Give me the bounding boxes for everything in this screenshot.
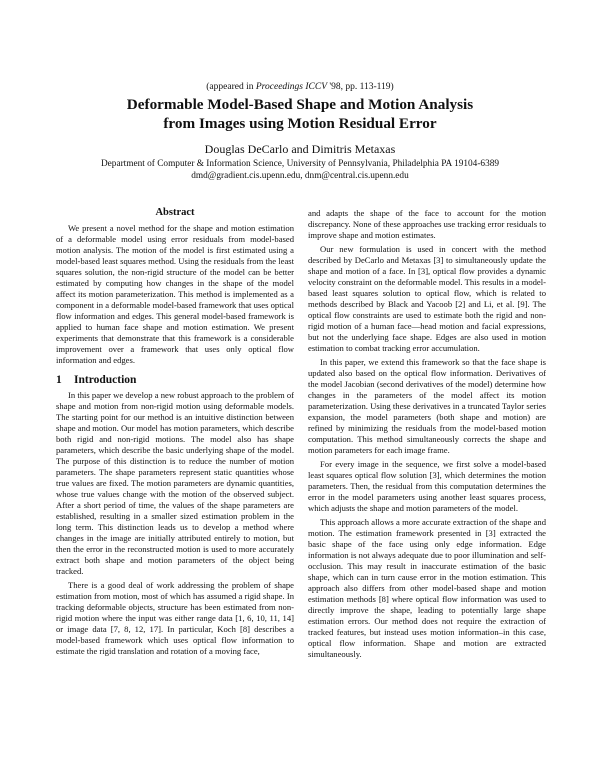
note-venue: Proceedings ICCV — [255, 82, 328, 92]
abstract-heading: Abstract — [155, 207, 195, 218]
section-title: Introduction — [74, 374, 137, 386]
section-heading-introduction — [56, 373, 294, 387]
affiliation: Department of Computer & Information Science, University of Pennsylvania, Philadelphia PA 19104-6389 — [100, 159, 500, 169]
note-prefix: (appeared in — [206, 82, 256, 92]
note-suffix: '98, pp. 113-119) — [327, 82, 394, 92]
left-column — [56, 207, 294, 660]
right-paragraph-4: For every image in the sequence, we first solve a model-based least squares optical flow solution [3], which determines the motion parameters. Then, the residual from this computation determines the error in the model parameters using another least squares process, which adjusts the shape and motion parameters of the model. — [308, 459, 546, 513]
abstract-text: We present a novel method for the shape and motion estimation of a deformable model using error residuals from model-based motion analysis. The motion of the model is first estimated using a model-based least squares method. Using the residuals from the least squares solution, the non-rigid structure of the model can be better estimated by computing how changes in the shape of the model affect its motion parameterization. This method is implemented as a component in a deformable model-based framework that uses optical flow information and edges. This general model-based framework is applied to human face shape and motion estimation. We present experiments that demonstrate that this framework is a considerable improvement over a framework that uses only optical flow information and edges. — [56, 223, 294, 365]
intro-paragraph-2: There is a good deal of work addressing the problem of shape estimation from motion, most of which has assumed a rigid shape. In tracking deformable objects, structure has been estimated from non-rigid motion where the input was either range data [1, 6, 10, 11, 14] or image data [7, 8, 12, 17]. In particular, Koch [8] describes a model-based framework which uses optical flow information to estimate the rigid translation and rotation of a moving face, — [56, 580, 294, 656]
intro-paragraph-1: In this paper we develop a new robust approach to the problem of shape and motion from non-rigid motion using deformable models. The starting point for our method is an intuitive distinction between shape and motion. Our model has motion parameters, which describe both rigid and non-rigid motions. The model also has shape parameters, which describe the basic underlying shape of the model. The purpose of this distinction is to reduce the number of motion parameters. The shape parameters represent static quantities whose true values are fixed. The motion parameters are dynamic quantities, whose true values change with the motion of the observed subject. After a short period of time, the values of the shape parameters are established, resulting in a smaller sized estimation problem in the long term. This distinction leads us to develop a method where changes in the image are initially attributed entirely to motion, but then the error in the reconstructed motion is used to more accurately extract both shape and motion parameters of the object being tracked. — [56, 390, 294, 576]
right-paragraph-2: Our new formulation is used in concert with the method described by DeCarlo and Metaxas [3] to simultaneously update the shape and motion of a face. In [3], optical flow provides a dynamic velocity constraint on the deformable model. This results in a model-based least squares solution to optical flow, which is related to methods described by Black and Yacoob [2] and Li, et al. [9]. The optical flow constraints are used to estimate both the rigid and non-rigid motion of a human face—head motion and facial expressions, but not the underlying face shape. Edges are also used in motion estimation to combat tracking error accumulation. — [308, 244, 546, 353]
right-column — [308, 208, 546, 663]
authors: Douglas DeCarlo and Dimitris Metaxas — [204, 142, 396, 156]
right-paragraph-5: This approach allows a more accurate extraction of the shape and motion. The estimation framework presented in [3] extracted the basic shape of the face using only edge information. Edge information is not always adequate due to poor illumination and self-occlusion. This may result in inaccurate estimation of the basic shape, which can in turn cause error in the motion estimation. This approach also differs from other model-based shape and motion estimation methods [8] where optical flow information was used to directly improve the shape, leading to potentially large shape estimation errors. Our method does not require the extraction of tracked features, but instead uses motion information–in this case, optical flow information. Shape and motion are extracted simultaneously. — [308, 517, 546, 659]
section-number: 1 — [56, 374, 62, 386]
right-paragraph-3: In this paper, we extend this framework so that the face shape is updated also based on the optical flow information. Derivatives of the model Jacobian (second derivatives of the model) determine how changes in the parameters of the model affect its motion parameterization. Using these derivatives in a truncated Taylor series expansion, the model parameters (both shape and motion) are refined by minimizing the residuals from the model-based motion computation. This method simultaneously corrects the shape and motion parameters for each image frame. — [308, 357, 546, 455]
email-addresses: dmd@gradient.cis.upenn.edu, dnm@central.cis.upenn.edu — [191, 171, 409, 181]
title-line-1: Deformable Model-Based Shape and Motion Analysis — [126, 96, 474, 113]
paper-title — [0, 95, 600, 133]
title-line-2: from Images using Motion Residual Error — [163, 115, 437, 132]
publication-note — [0, 82, 600, 92]
right-paragraph-1: and adapts the shape of the face to account for the motion discrepancy. None of these approaches use tracking error residuals to improve shape and motion estimates. — [308, 208, 546, 240]
